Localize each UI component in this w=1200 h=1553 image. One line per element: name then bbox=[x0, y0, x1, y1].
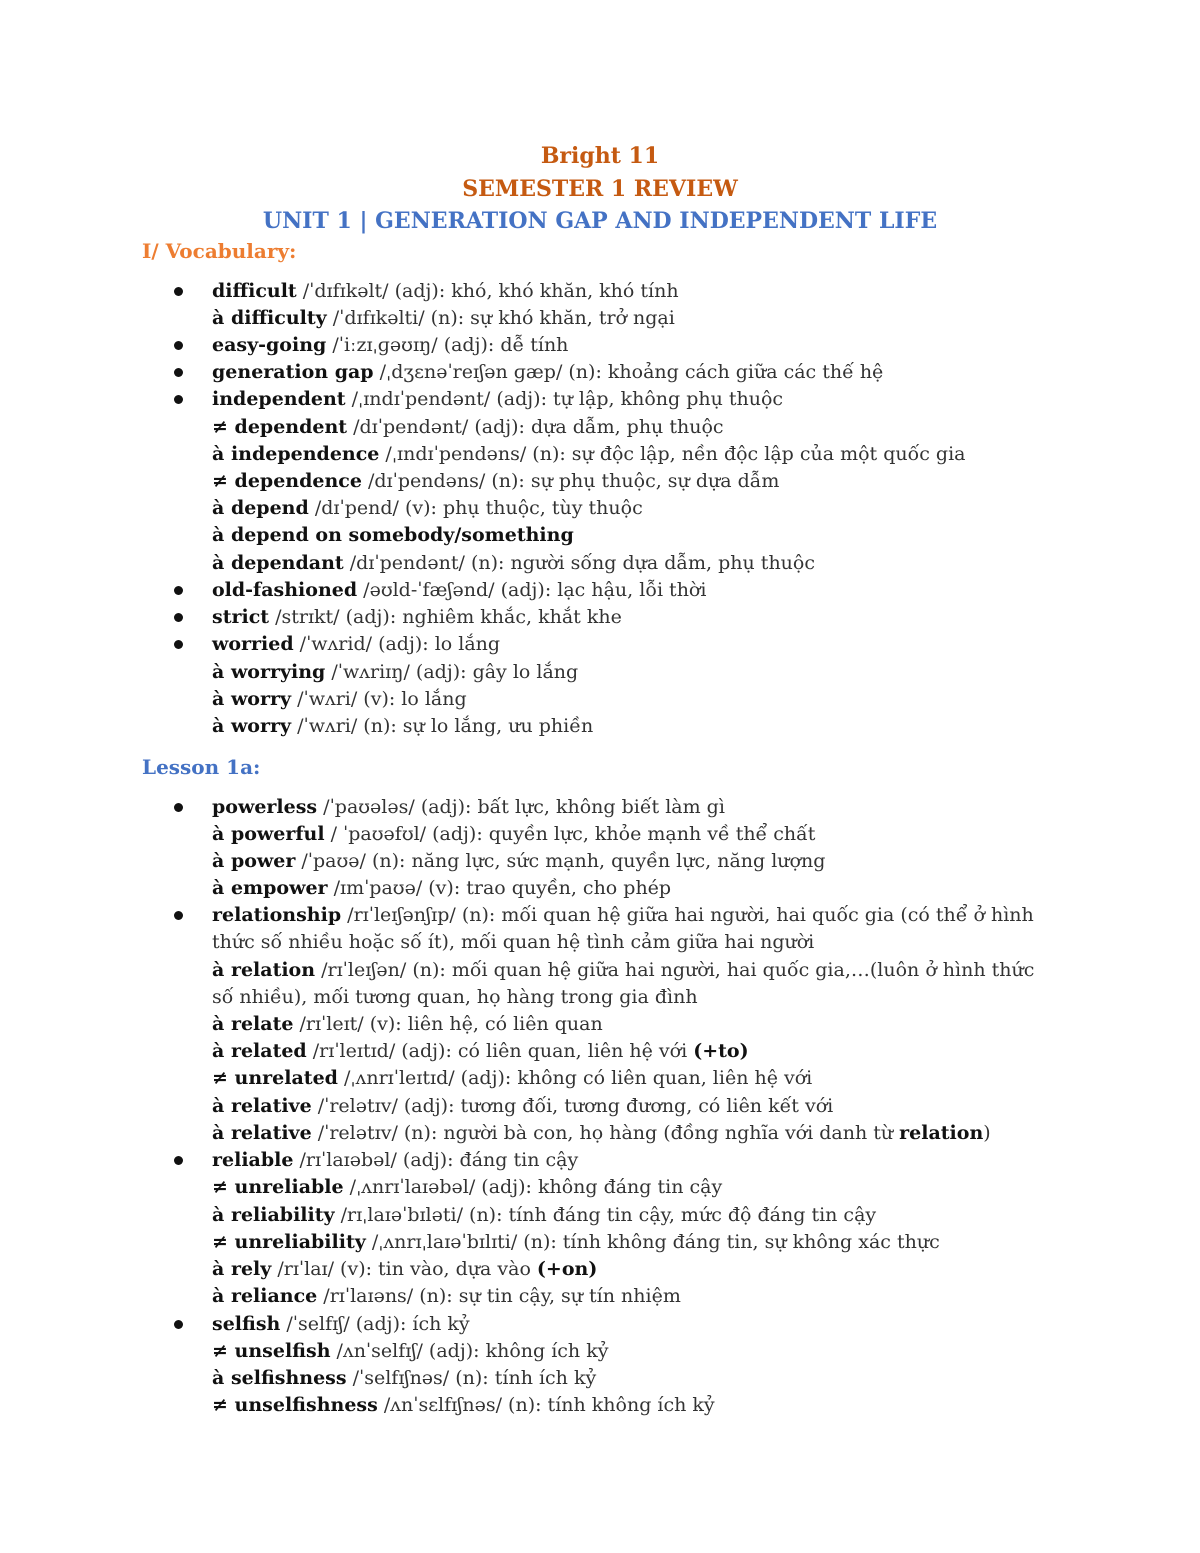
vocab-definition: /ˌɪndɪˈpendənt/ (adj): tự lập, không phụ thuộc bbox=[345, 388, 784, 410]
line-prefix: à bbox=[212, 850, 231, 872]
vocab-line bbox=[212, 903, 1034, 927]
vocab-line bbox=[212, 687, 467, 711]
line-prefix: à bbox=[212, 1367, 231, 1389]
vocab-line bbox=[212, 306, 675, 330]
vocab-definition: /dɪˈpendəns/ (n): sự phụ thuộc, sự dựa dẫm bbox=[361, 470, 780, 492]
vocab-word: depend bbox=[230, 497, 309, 519]
line-prefix: à bbox=[212, 688, 231, 710]
vocab-definition: /strɪkt/ (adj): nghiêm khắc, khắt khe bbox=[269, 606, 622, 628]
vocab-line bbox=[212, 1094, 833, 1118]
vocab-line bbox=[212, 387, 783, 411]
vocab-definition: /ˌdʒɛnəˈreɪʃən ɡæp/ (n): khoảng cách giữa các thế hệ bbox=[373, 361, 884, 383]
vocab-word: independence bbox=[230, 443, 380, 465]
vocab-definition: thức số nhiều hoặc số ít), mối quan hệ tình cảm giữa hai người bbox=[212, 931, 815, 953]
line-prefix: à bbox=[212, 443, 231, 465]
vocab-definition: /ˈwʌrid/ (adj): lo lắng bbox=[293, 633, 501, 655]
vocab-line bbox=[212, 1012, 603, 1036]
line-prefix: à bbox=[212, 1040, 231, 1062]
vocab-word: reliability bbox=[230, 1204, 335, 1226]
vocab-definition: /ˈdɪfɪkəlti/ (n): sự khó khăn, trở ngại bbox=[326, 307, 675, 329]
vocab-word: relationship bbox=[212, 904, 342, 926]
line-prefix: à bbox=[212, 1095, 231, 1117]
vocab-definition: /rɪˈleɪtɪd/ (adj): có liên quan, liên hệ với bbox=[306, 1040, 694, 1062]
line-prefix: ≠ bbox=[212, 416, 235, 438]
vocab-definition: /ˌʌnrɪˈlaɪəbəl/ (adj): không đáng tin cậy bbox=[343, 1176, 723, 1198]
vocab-word: relative bbox=[230, 1122, 312, 1144]
vocab-line bbox=[212, 958, 1034, 982]
vocab-line bbox=[212, 1393, 715, 1417]
vocab-definition: /ˌɪndɪˈpendəns/ (n): sự độc lập, nền độc lập của một quốc gia bbox=[379, 443, 966, 465]
vocab-line bbox=[212, 822, 815, 846]
bullet-icon bbox=[174, 911, 183, 920]
vocab-word: difficulty bbox=[230, 307, 327, 329]
vocab-line bbox=[212, 360, 883, 384]
vocab-word: unreliable bbox=[234, 1176, 344, 1198]
vocab-definition: /ˈselfɪʃnəs/ (n): tính ích kỷ bbox=[346, 1367, 597, 1389]
vocab-definition: /rɪˈleɪt/ (v): liên hệ, có liên quan bbox=[293, 1013, 603, 1035]
vocab-line bbox=[212, 849, 825, 873]
line-prefix: à bbox=[212, 877, 231, 899]
vocab-note: (+to) bbox=[693, 1040, 749, 1062]
line-prefix: à bbox=[212, 524, 231, 546]
line-prefix: ≠ bbox=[212, 470, 235, 492]
vocab-definition: /rɪˈleɪʃən/ (n): mối quan hệ giữa hai người, hai quốc gia,…(luôn ở hình thức bbox=[315, 959, 1035, 981]
vocab-definition: /ˈselfɪʃ/ (adj): ích kỷ bbox=[280, 1313, 470, 1335]
vocab-line bbox=[212, 469, 779, 493]
bullet-icon bbox=[174, 613, 183, 622]
vocab-word: old-fashioned bbox=[212, 579, 358, 601]
line-prefix: ≠ bbox=[212, 1394, 235, 1416]
vocab-definition: /ʌnˈselfɪʃ/ (adj): không ích kỷ bbox=[330, 1340, 609, 1362]
vocab-definition: /ʌnˈsɛlfɪʃnəs/ (n): tính không ích kỷ bbox=[377, 1394, 715, 1416]
vocab-word: worried bbox=[212, 633, 294, 655]
vocab-line bbox=[212, 1257, 597, 1281]
vocab-definition: / ˈpaʊəfʊl/ (adj): quyền lực, khỏe mạnh về thể chất bbox=[324, 823, 816, 845]
vocab-definition: /ˈdɪfɪkəlt/ (adj): khó, khó khăn, khó tính bbox=[296, 280, 679, 302]
vocab-word: worrying bbox=[230, 661, 326, 683]
line-prefix: à bbox=[212, 823, 231, 845]
bullet-icon bbox=[174, 586, 183, 595]
vocab-line bbox=[212, 1121, 991, 1145]
vocab-word: depend on somebody/something bbox=[230, 524, 574, 546]
vocab-line bbox=[212, 1066, 812, 1090]
vocab-word: dependant bbox=[230, 552, 344, 574]
vocab-note: relation bbox=[899, 1122, 984, 1144]
document-title: Bright 11 bbox=[540, 143, 660, 169]
vocab-definition: /ˌʌnrɪˌlaɪəˈbɪlɪti/ (n): tính không đáng tin, sự không xác thực bbox=[365, 1231, 940, 1253]
vocab-definition: /rɪˈlaɪəbəl/ (adj): đáng tin cậy bbox=[293, 1149, 579, 1171]
vocab-line bbox=[212, 605, 622, 629]
vocab-definition: /rɪˈlaɪ/ (v): tin vào, dựa vào bbox=[271, 1258, 537, 1280]
bullet-icon bbox=[174, 1156, 183, 1165]
bullet-icon bbox=[174, 1320, 183, 1329]
line-prefix: à bbox=[212, 1013, 231, 1035]
bullet-icon bbox=[174, 341, 183, 350]
vocab-word: rely bbox=[230, 1258, 272, 1280]
unit-heading: UNIT 1 | GENERATION GAP AND INDEPENDENT LIFE bbox=[262, 208, 938, 234]
vocab-word: selfish bbox=[212, 1313, 281, 1335]
bullet-icon bbox=[174, 287, 183, 296]
vocab-line bbox=[212, 1148, 578, 1172]
vocab-word: unselfish bbox=[234, 1340, 331, 1362]
vocab-definition: /ˈpaʊələs/ (adj): bất lực, không biết làm gì bbox=[317, 796, 725, 818]
vocab-definition: /ˈrelətɪv/ (adj): tương đối, tương đương, có liên kết với bbox=[311, 1095, 834, 1117]
vocab-word: strict bbox=[212, 606, 270, 628]
vocab-word: worry bbox=[230, 715, 292, 737]
line-prefix: ≠ bbox=[212, 1231, 235, 1253]
bullet-icon bbox=[174, 395, 183, 404]
document-subtitle: SEMESTER 1 REVIEW bbox=[462, 176, 738, 202]
line-prefix: à bbox=[212, 1122, 231, 1144]
vocab-definition: /dɪˈpendənt/ (adj): dựa dẫm, phụ thuộc bbox=[347, 416, 724, 438]
vocab-word: relate bbox=[230, 1013, 294, 1035]
vocab-line bbox=[212, 523, 574, 547]
vocab-word: reliable bbox=[212, 1149, 294, 1171]
bullet-icon bbox=[174, 803, 183, 812]
vocab-word: related bbox=[230, 1040, 307, 1062]
vocab-line bbox=[212, 985, 698, 1009]
line-prefix: à bbox=[212, 715, 231, 737]
vocab-definition: /rɪˈlaɪəns/ (n): sự tin cậy, sự tín nhiệm bbox=[317, 1285, 681, 1307]
vocab-line bbox=[212, 415, 724, 439]
vocab-definition: /əʊld-ˈfæʃənd/ (adj): lạc hậu, lỗi thời bbox=[357, 579, 707, 601]
vocab-line bbox=[212, 876, 671, 900]
vocab-definition: /ɪmˈpaʊə/ (v): trao quyền, cho phép bbox=[327, 877, 672, 899]
vocab-line bbox=[212, 1339, 608, 1363]
bullet-icon bbox=[174, 368, 183, 377]
line-prefix: à bbox=[212, 497, 231, 519]
vocab-word: power bbox=[230, 850, 296, 872]
vocab-line bbox=[212, 551, 815, 575]
vocab-definition: /dɪˈpend/ (v): phụ thuộc, tùy thuộc bbox=[308, 497, 643, 519]
vocab-line bbox=[212, 660, 578, 684]
vocab-word: unrelated bbox=[234, 1067, 338, 1089]
vocab-word: worry bbox=[230, 688, 292, 710]
vocab-definition: /ˈrelətɪv/ (n): người bà con, họ hàng (đồng nghĩa với danh từ bbox=[311, 1122, 900, 1144]
vocab-word: generation gap bbox=[212, 361, 374, 383]
vocab-definition: /ˌʌnrɪˈleɪtɪd/ (adj): không có liên quan, liên hệ với bbox=[337, 1067, 813, 1089]
vocab-line bbox=[212, 632, 500, 656]
line-prefix: ≠ bbox=[212, 1067, 235, 1089]
vocab-line bbox=[212, 1203, 876, 1227]
vocab-word: reliance bbox=[230, 1285, 318, 1307]
vocab-line bbox=[212, 578, 706, 602]
vocab-definition: /dɪˈpendənt/ (n): người sống dựa dẫm, phụ thuộc bbox=[343, 552, 815, 574]
vocab-word: easy-going bbox=[212, 334, 327, 356]
vocab-word: selfishness bbox=[230, 1367, 347, 1389]
line-prefix: à bbox=[212, 661, 231, 683]
line-prefix: à bbox=[212, 1258, 231, 1280]
vocabulary-heading: I/ Vocabulary: bbox=[142, 239, 297, 263]
vocab-line bbox=[212, 1312, 470, 1336]
line-prefix: ≠ bbox=[212, 1176, 235, 1198]
line-prefix: ≠ bbox=[212, 1340, 235, 1362]
vocab-word: dependence bbox=[234, 470, 362, 492]
vocab-line bbox=[212, 795, 725, 819]
vocab-line bbox=[212, 279, 679, 303]
vocab-word: dependent bbox=[234, 416, 348, 438]
vocab-word: unselfishness bbox=[234, 1394, 378, 1416]
line-prefix: à bbox=[212, 1285, 231, 1307]
line-prefix: à bbox=[212, 1204, 231, 1226]
vocab-word: powerful bbox=[230, 823, 325, 845]
line-prefix: à bbox=[212, 552, 231, 574]
vocab-definition: /ˈwʌri/ (n): sự lo lắng, ưu phiền bbox=[291, 715, 594, 737]
vocab-definition: /ˈiːzɪˌɡəʊɪŋ/ (adj): dễ tính bbox=[326, 334, 569, 356]
vocab-definition: số nhiều), mối tương quan, họ hàng trong gia đình bbox=[212, 986, 698, 1008]
vocab-word: relation bbox=[230, 959, 316, 981]
vocab-line bbox=[212, 496, 643, 520]
vocab-word: empower bbox=[230, 877, 328, 899]
vocab-line bbox=[212, 442, 966, 466]
vocab-definition: /rɪˌlaɪəˈbɪləti/ (n): tính đáng tin cậy, mức độ đáng tin cậy bbox=[334, 1204, 877, 1226]
vocab-word: difficult bbox=[212, 280, 297, 302]
vocab-definition: /ˈwʌri/ (v): lo lắng bbox=[291, 688, 467, 710]
vocab-line bbox=[212, 333, 568, 357]
vocab-note: (+on) bbox=[536, 1258, 598, 1280]
vocab-word: independent bbox=[212, 388, 346, 410]
vocab-word: unreliability bbox=[234, 1231, 366, 1253]
vocab-line bbox=[212, 1284, 681, 1308]
vocab-line bbox=[212, 1366, 596, 1390]
vocab-line bbox=[212, 930, 814, 954]
vocab-line bbox=[212, 1175, 722, 1199]
vocab-word: powerless bbox=[212, 796, 318, 818]
lesson-heading: Lesson 1a: bbox=[142, 755, 261, 779]
vocab-line bbox=[212, 714, 593, 738]
vocab-line bbox=[212, 1230, 940, 1254]
vocab-line bbox=[212, 1039, 749, 1063]
line-prefix: à bbox=[212, 307, 231, 329]
line-prefix: à bbox=[212, 959, 231, 981]
vocab-word: relative bbox=[230, 1095, 312, 1117]
vocab-note-end: ) bbox=[983, 1122, 991, 1144]
vocab-definition: /rɪˈleɪʃənʃɪp/ (n): mối quan hệ giữa hai người, hai quốc gia (có thể ở hình bbox=[341, 904, 1034, 926]
bullet-icon bbox=[174, 640, 183, 649]
vocab-definition: /ˈpaʊə/ (n): năng lực, sức mạnh, quyền lực, năng lượng bbox=[295, 850, 826, 872]
vocab-definition: /ˈwʌriɪŋ/ (adj): gây lo lắng bbox=[325, 661, 579, 683]
